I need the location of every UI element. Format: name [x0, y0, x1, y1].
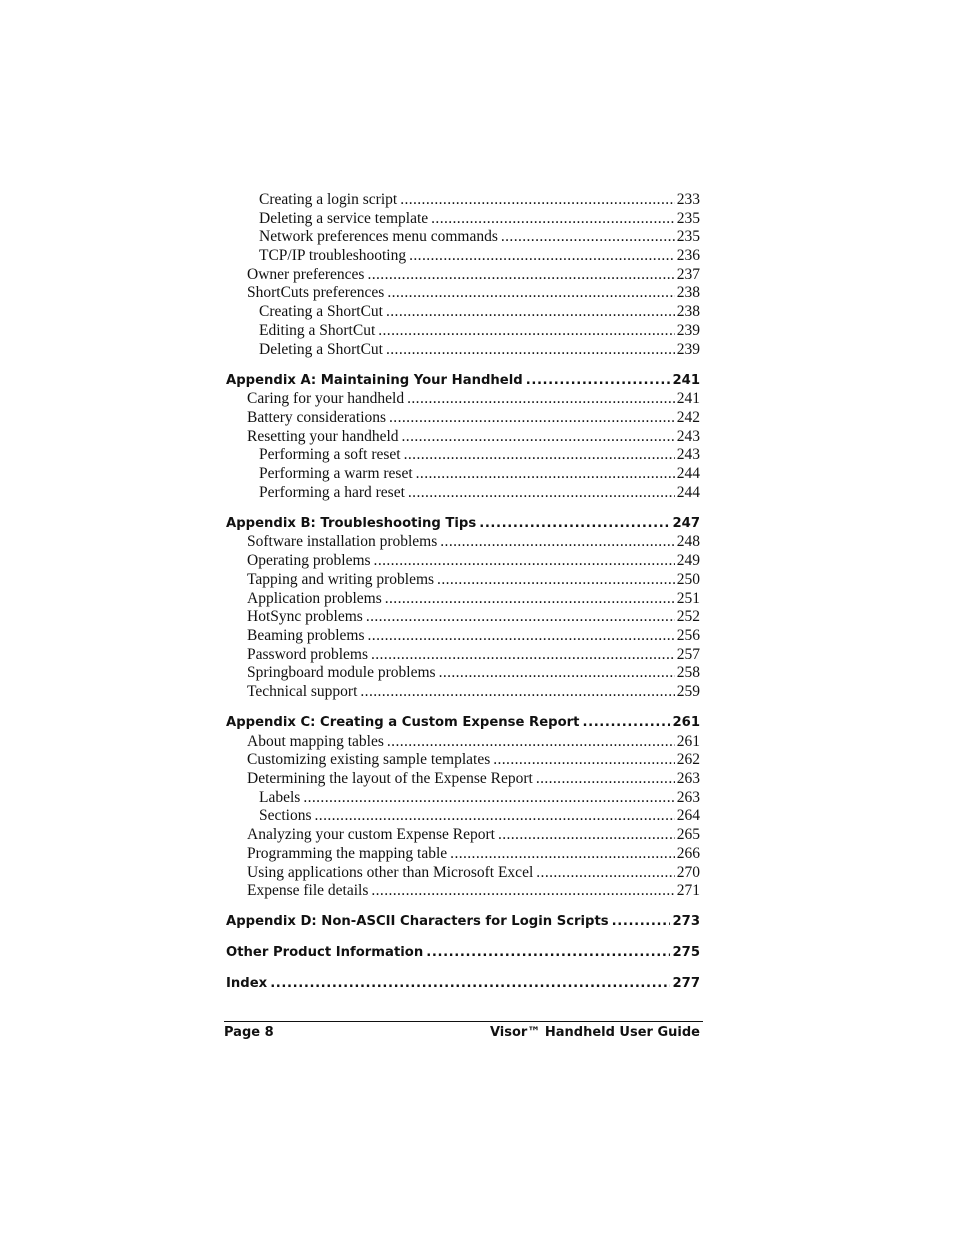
- toc-entry-title: Appendix B: Troubleshooting Tips: [226, 515, 477, 531]
- toc-entry-page-number: 265: [676, 826, 700, 844]
- toc-entry-title: Appendix D: Non-ASCII Characters for Login Scripts: [226, 914, 609, 930]
- footer-page-number: Page 8: [224, 1025, 274, 1040]
- toc-entry[interactable]: [226, 664, 700, 683]
- toc-entry-page-number: 249: [676, 552, 700, 570]
- dot-leader: [498, 826, 675, 845]
- toc-entry[interactable]: [226, 789, 700, 808]
- toc-entry-title: Analyzing your custom Expense Report: [247, 826, 495, 844]
- dot-leader: [303, 789, 674, 808]
- dot-leader: [400, 191, 675, 210]
- dot-leader: [426, 944, 670, 963]
- toc-entry-page-number: 243: [676, 427, 700, 445]
- dot-leader: [270, 975, 670, 994]
- toc-entry[interactable]: [226, 826, 700, 845]
- toc-entry[interactable]: [226, 770, 700, 789]
- toc-entry-page-number: 250: [676, 570, 700, 588]
- toc-chapter-entry[interactable]: [226, 913, 700, 932]
- toc-entry-page-number: 243: [676, 446, 700, 464]
- dot-leader: [374, 552, 675, 571]
- toc-entry[interactable]: [226, 533, 700, 552]
- toc-entry-title: Using applications other than Microsoft Excel: [247, 863, 534, 881]
- toc-entry[interactable]: [226, 228, 700, 247]
- toc-entry[interactable]: [226, 845, 700, 864]
- toc-entry-page-number: 244: [676, 483, 700, 501]
- toc-entry[interactable]: [226, 341, 700, 360]
- toc-entry-page-number: 258: [676, 664, 700, 682]
- toc-entry-title: Editing a ShortCut: [259, 321, 376, 339]
- dot-leader: [440, 533, 674, 552]
- dot-leader: [387, 284, 674, 303]
- toc-entry[interactable]: [226, 608, 700, 627]
- toc-entry[interactable]: [226, 284, 700, 303]
- dot-leader: [387, 733, 675, 752]
- dot-leader: [408, 484, 675, 503]
- toc-entry-title: Password problems: [247, 645, 368, 663]
- toc-entry-page-number: 271: [676, 882, 700, 900]
- dot-leader: [371, 882, 674, 901]
- toc-entry-page-number: 264: [676, 807, 700, 825]
- toc-entry[interactable]: [226, 733, 700, 752]
- toc-entry[interactable]: [226, 807, 700, 826]
- dot-leader: [368, 627, 675, 646]
- toc-entry-page-number: 263: [676, 788, 700, 806]
- dot-leader: [404, 446, 675, 465]
- dot-leader: [536, 770, 675, 789]
- toc-entry-page-number: 263: [676, 770, 700, 788]
- toc-entry-page-number: 235: [676, 228, 700, 246]
- toc-entry-page-number: 261: [672, 715, 700, 731]
- toc-entry-title: Appendix C: Creating a Custom Expense Report: [226, 715, 580, 731]
- toc-entry-title: Index: [226, 976, 268, 992]
- toc-entry-title: ShortCuts preferences: [247, 284, 385, 302]
- toc-entry-title: Sections: [259, 807, 312, 825]
- toc-entry-title: TCP/IP troubleshooting: [259, 247, 407, 265]
- footer-rule: [224, 1021, 703, 1022]
- toc-entry-title: Appendix A: Maintaining Your Handheld: [226, 372, 523, 388]
- toc-entry-page-number: 237: [676, 265, 700, 283]
- toc-entry[interactable]: [226, 303, 700, 322]
- dot-leader: [367, 266, 674, 285]
- dot-leader: [315, 807, 675, 826]
- toc-entry-page-number: 247: [672, 515, 700, 531]
- toc-entry-title: Creating a login script: [259, 191, 398, 208]
- toc-entry-title: Caring for your handheld: [247, 390, 405, 408]
- toc-entry-page-number: 259: [676, 682, 700, 700]
- dot-leader: [501, 228, 675, 247]
- dot-leader: [385, 590, 675, 609]
- toc-entry[interactable]: [226, 882, 700, 901]
- toc-entry-title: Programming the mapping table: [247, 844, 448, 862]
- toc-entry[interactable]: [226, 627, 700, 646]
- dot-leader: [371, 646, 675, 665]
- dot-leader: [612, 913, 671, 932]
- toc-entry-page-number: 275: [672, 945, 700, 961]
- toc-entry[interactable]: [226, 590, 700, 609]
- toc-entry-page-number: 235: [676, 209, 700, 227]
- dot-leader: [360, 683, 674, 702]
- toc-entry-page-number: 252: [676, 608, 700, 626]
- toc-entry-title: Customizing existing sample templates: [247, 751, 491, 769]
- toc-entry[interactable]: [226, 191, 700, 210]
- dot-leader: [409, 247, 675, 266]
- toc-entry-title: Deleting a ShortCut: [259, 340, 383, 358]
- toc-entry-page-number: 233: [676, 191, 700, 208]
- toc-entry-page-number: 261: [676, 732, 700, 750]
- dot-leader: [386, 341, 675, 360]
- toc-entry-page-number: 242: [676, 408, 700, 426]
- toc-entry-title: Performing a soft reset: [259, 446, 401, 464]
- toc-entry-title: Beaming problems: [247, 626, 365, 644]
- toc-entry-page-number: 238: [676, 284, 700, 302]
- dot-leader: [416, 465, 675, 484]
- dot-leader: [366, 608, 675, 627]
- dot-leader: [536, 864, 674, 883]
- toc-entry-page-number: 248: [676, 533, 700, 551]
- toc-entry-title: Software installation problems: [247, 533, 438, 551]
- toc-entry-title: Tapping and writing problems: [247, 570, 435, 588]
- toc-entry-title: About mapping tables: [247, 732, 384, 750]
- dot-leader: [450, 845, 675, 864]
- toc-entry-title: Creating a ShortCut: [259, 303, 383, 321]
- toc-entry-page-number: 239: [676, 340, 700, 358]
- toc-entry-page-number: 236: [676, 247, 700, 265]
- dot-leader: [437, 571, 675, 590]
- toc-entry[interactable]: [226, 390, 700, 409]
- toc-entry-page-number: 238: [676, 303, 700, 321]
- toc-entry[interactable]: [226, 465, 700, 484]
- dot-leader: [389, 409, 675, 428]
- toc-entry-title: Battery considerations: [247, 408, 387, 426]
- dot-leader: [386, 303, 675, 322]
- dot-leader: [439, 664, 675, 683]
- toc-entry[interactable]: [226, 484, 700, 503]
- toc-chapter-entry[interactable]: [226, 714, 700, 733]
- table-of-contents: [226, 191, 700, 994]
- toc-entry-title: Deleting a service template: [259, 209, 429, 227]
- toc-entry[interactable]: [226, 751, 700, 770]
- toc-entry[interactable]: [226, 210, 700, 229]
- toc-entry-title: Expense file details: [247, 882, 369, 900]
- toc-chapter-entry[interactable]: [226, 515, 700, 534]
- toc-entry-title: HotSync problems: [247, 608, 363, 626]
- toc-entry-page-number: 244: [676, 465, 700, 483]
- toc-entry-title: Other Product Information: [226, 945, 424, 961]
- toc-entry[interactable]: [226, 683, 700, 702]
- toc-entry-page-number: 239: [676, 321, 700, 339]
- toc-entry-page-number: 277: [672, 976, 700, 992]
- toc-entry-title: Determining the layout of the Expense Report: [247, 770, 533, 788]
- toc-entry[interactable]: [226, 552, 700, 571]
- toc-entry-title: Performing a warm reset: [259, 465, 413, 483]
- dot-leader: [378, 322, 675, 341]
- toc-entry-page-number: 270: [676, 863, 700, 881]
- toc-entry-title: Springboard module problems: [247, 664, 436, 682]
- toc-entry-page-number: 266: [676, 844, 700, 862]
- toc-entry-title: Owner preferences: [247, 265, 365, 283]
- toc-entry[interactable]: [226, 409, 700, 428]
- toc-entry-title: Technical support: [247, 682, 358, 700]
- toc-entry[interactable]: [226, 864, 700, 883]
- toc-entry-page-number: 256: [676, 626, 700, 644]
- toc-entry-title: Resetting your handheld: [247, 427, 399, 445]
- toc-entry-page-number: 241: [676, 390, 700, 408]
- toc-entry[interactable]: [226, 322, 700, 341]
- toc-entry-title: Network preferences menu commands: [259, 228, 498, 246]
- toc-entry[interactable]: [226, 428, 700, 447]
- toc-chapter-entry[interactable]: [226, 944, 700, 963]
- toc-entry[interactable]: [226, 247, 700, 266]
- toc-entry-title: Operating problems: [247, 552, 371, 570]
- toc-entry-title: Labels: [259, 788, 301, 806]
- footer-book-title: Visor™ Handheld User Guide: [489, 1025, 700, 1040]
- toc-entry-page-number: 257: [676, 645, 700, 663]
- dot-leader: [582, 714, 670, 733]
- toc-chapter-entry[interactable]: [226, 372, 700, 391]
- dot-leader: [526, 372, 671, 391]
- toc-chapter-entry[interactable]: [226, 975, 700, 994]
- toc-entry[interactable]: [226, 446, 700, 465]
- toc-entry-page-number: 273: [672, 914, 700, 930]
- toc-entry-page-number: 251: [676, 589, 700, 607]
- dot-leader: [402, 428, 675, 447]
- toc-entry[interactable]: [226, 646, 700, 665]
- toc-entry-page-number: 241: [672, 372, 700, 388]
- toc-entry[interactable]: [226, 266, 700, 285]
- dot-leader: [479, 515, 670, 534]
- toc-entry-page-number: 262: [676, 751, 700, 769]
- dot-leader: [493, 751, 675, 770]
- dot-leader: [407, 390, 675, 409]
- toc-entry-title: Application problems: [247, 589, 382, 607]
- toc-entry[interactable]: [226, 571, 700, 590]
- dot-leader: [431, 210, 675, 229]
- toc-entry-title: Performing a hard reset: [259, 483, 405, 501]
